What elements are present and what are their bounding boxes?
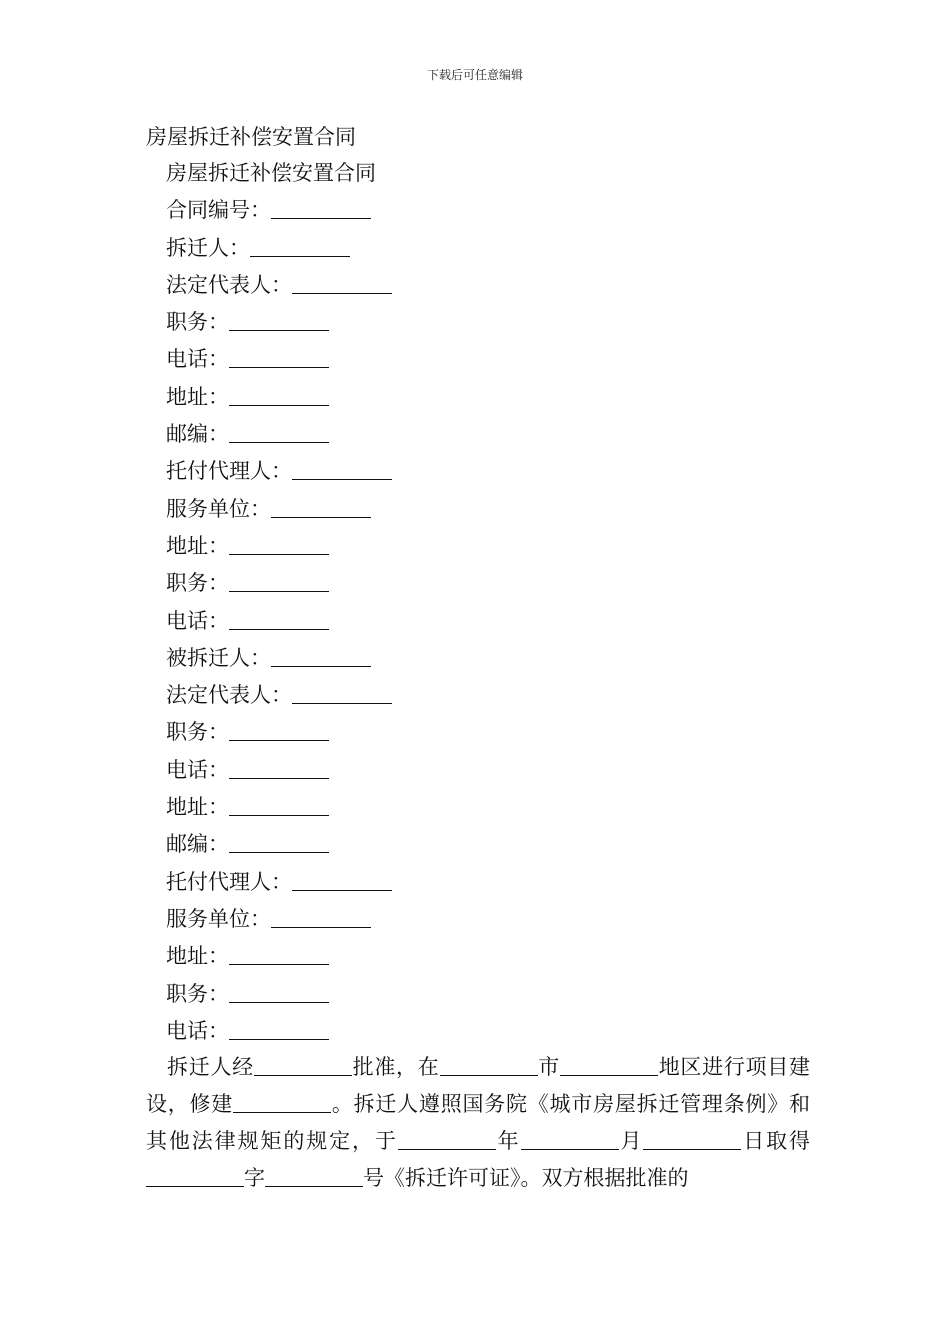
field-label: 托付代理人： bbox=[166, 869, 292, 894]
field-position bbox=[146, 568, 810, 605]
field-demolisher bbox=[146, 233, 810, 270]
field-label: 法定代表人： bbox=[166, 272, 292, 297]
field-label: 电话： bbox=[166, 347, 229, 372]
field-contract-number bbox=[146, 195, 810, 232]
field-position bbox=[146, 717, 810, 754]
fill-blank[interactable] bbox=[643, 1127, 741, 1150]
fill-blank[interactable] bbox=[292, 868, 392, 891]
field-label: 职务： bbox=[166, 981, 229, 1006]
field-legal-rep bbox=[146, 270, 810, 307]
field-label: 地址： bbox=[166, 384, 229, 409]
field-employer bbox=[146, 904, 810, 941]
field-label: 被拆迁人： bbox=[166, 645, 271, 670]
field-phone bbox=[146, 344, 810, 381]
field-label: 职务： bbox=[166, 571, 229, 596]
fill-blank[interactable] bbox=[521, 1127, 619, 1150]
field-postcode bbox=[146, 829, 810, 866]
document-title: 房屋拆迁补偿安置合同 bbox=[146, 125, 356, 149]
field-label: 职务： bbox=[166, 310, 229, 335]
fill-blank[interactable] bbox=[229, 607, 329, 630]
field-postcode bbox=[146, 419, 810, 456]
fill-blank[interactable] bbox=[265, 1164, 363, 1187]
fill-blank[interactable] bbox=[271, 495, 371, 518]
fill-blank[interactable] bbox=[229, 980, 329, 1003]
field-label: 邮编： bbox=[166, 832, 229, 857]
para-text: 月 bbox=[618, 1129, 644, 1153]
field-label: 电话： bbox=[166, 1018, 229, 1043]
para-text: 。拆迁人遵照国务院《城市房屋拆迁管理条例》和其他法律规矩的规定，于 bbox=[146, 1092, 810, 1153]
field-employer bbox=[146, 494, 810, 531]
fill-blank[interactable] bbox=[229, 532, 329, 555]
para-text: 字 bbox=[244, 1166, 265, 1190]
para-text: 地区进行项目建设，修建 bbox=[146, 1055, 811, 1116]
para-text: 号《拆迁许可证》。双方根据批准的 bbox=[363, 1166, 689, 1190]
fill-blank[interactable] bbox=[398, 1127, 496, 1150]
field-address bbox=[146, 382, 810, 419]
contract-paragraph bbox=[146, 1049, 810, 1197]
contract-subtitle: 房屋拆迁补偿安置合同 bbox=[166, 161, 376, 185]
field-phone bbox=[146, 755, 810, 792]
fill-blank[interactable] bbox=[292, 681, 392, 704]
field-label: 邮编： bbox=[166, 422, 229, 447]
field-address bbox=[146, 792, 810, 829]
fill-blank[interactable] bbox=[250, 234, 350, 257]
fill-blank[interactable] bbox=[229, 308, 329, 331]
fill-blank[interactable] bbox=[229, 718, 329, 741]
field-label: 服务单位： bbox=[166, 906, 271, 931]
field-label: 法定代表人： bbox=[166, 683, 292, 708]
field-address bbox=[146, 941, 810, 978]
fill-blank[interactable] bbox=[229, 1017, 329, 1040]
field-label: 地址： bbox=[166, 944, 229, 969]
field-label: 地址： bbox=[166, 795, 229, 820]
fill-blank[interactable] bbox=[271, 905, 371, 928]
contract-fields bbox=[146, 158, 810, 1053]
fill-blank[interactable] bbox=[292, 271, 392, 294]
field-label: 合同编号： bbox=[166, 198, 271, 223]
para-text: 日取得 bbox=[741, 1129, 811, 1153]
field-position bbox=[146, 307, 810, 344]
fill-blank[interactable] bbox=[229, 569, 329, 592]
field-legal-rep bbox=[146, 680, 810, 717]
field-label: 拆迁人： bbox=[166, 235, 250, 260]
fill-blank[interactable] bbox=[440, 1053, 538, 1076]
field-address bbox=[146, 531, 810, 568]
fill-blank[interactable] bbox=[146, 1164, 244, 1187]
para-text: 拆迁人经 bbox=[167, 1055, 254, 1079]
field-phone bbox=[146, 1016, 810, 1053]
fill-blank[interactable] bbox=[229, 793, 329, 816]
field-agent bbox=[146, 456, 810, 493]
fill-blank[interactable] bbox=[271, 644, 371, 667]
fill-blank[interactable] bbox=[233, 1090, 331, 1113]
fill-blank[interactable] bbox=[229, 830, 329, 853]
fill-blank[interactable] bbox=[229, 756, 329, 779]
field-label: 托付代理人： bbox=[166, 459, 292, 484]
fill-blank[interactable] bbox=[271, 196, 371, 219]
field-agent bbox=[146, 867, 810, 904]
fill-blank[interactable] bbox=[229, 942, 329, 965]
para-text: 批准，在 bbox=[351, 1055, 440, 1079]
field-label: 地址： bbox=[166, 533, 229, 558]
fill-blank[interactable] bbox=[229, 383, 329, 406]
fill-blank[interactable] bbox=[560, 1053, 658, 1076]
fill-blank[interactable] bbox=[254, 1053, 352, 1076]
field-label: 职务： bbox=[166, 720, 229, 745]
para-text: 年 bbox=[495, 1129, 521, 1153]
fill-blank[interactable] bbox=[292, 457, 392, 480]
field-demolished-party bbox=[146, 643, 810, 680]
field-position bbox=[146, 979, 810, 1016]
fill-blank[interactable] bbox=[229, 420, 329, 443]
field-label: 电话： bbox=[166, 608, 229, 633]
fill-blank[interactable] bbox=[229, 345, 329, 368]
para-text: 市 bbox=[537, 1055, 560, 1079]
field-phone bbox=[146, 606, 810, 643]
page-header: 下载后可任意编辑 bbox=[426, 68, 523, 82]
field-label: 服务单位： bbox=[166, 496, 271, 521]
field-label: 电话： bbox=[166, 757, 229, 782]
